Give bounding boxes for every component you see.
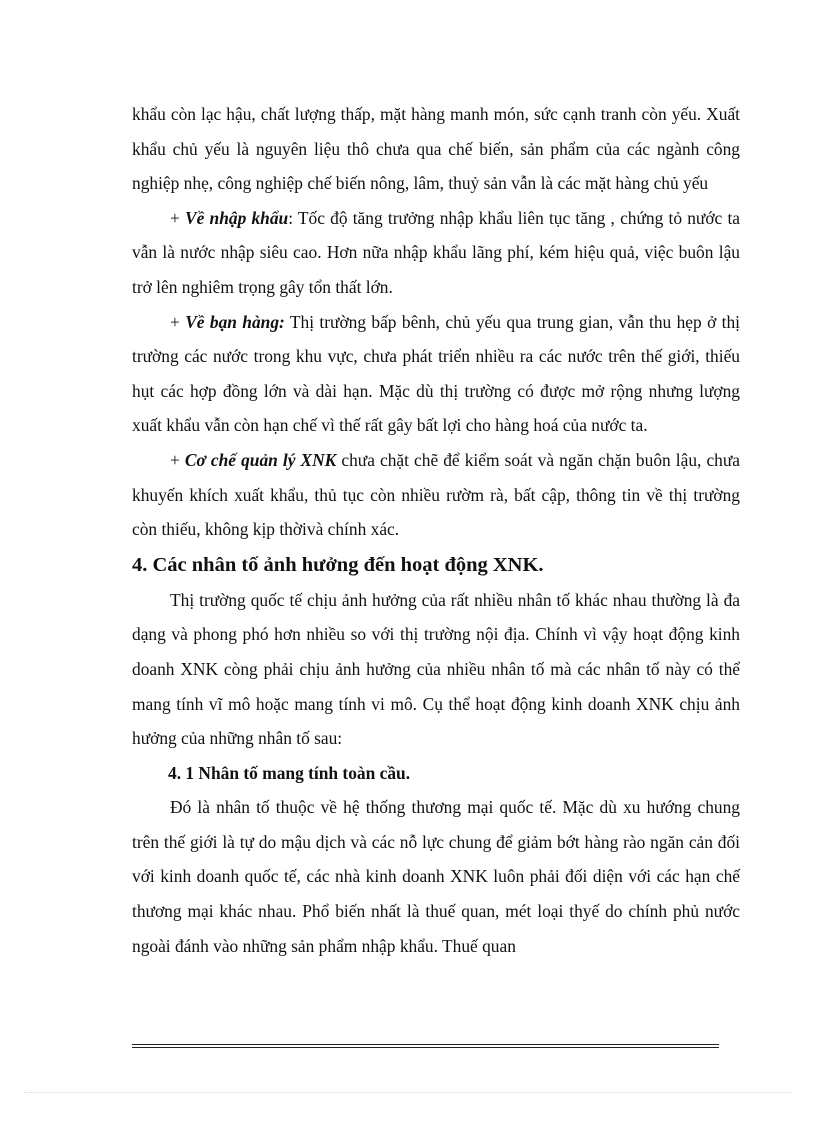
paragraph-partners-text: Thị trường bấp bênh, chủ yếu qua trung gian, vẫn thu hẹp ở thị trường các nước trong khu vực, chưa phát triển nhiều ra các nước trên thế giới, thiếu hụt các hợp đồng lớn và dài hạn. Mặc dù thị trường có được mở rộng nhưng lượng xuất khẩu vẫn còn hạn chế vì thế rất gây bất lợi cho hàng hoá của nước ta. bbox=[132, 311, 740, 436]
section-heading: 4. Các nhân tố ảnh hưởng đến hoạt động XNK. bbox=[132, 553, 544, 576]
inline-label-management: Cơ chế quản lý XNK bbox=[184, 449, 337, 470]
paragraph-global-factors: Đó là nhân tố thuộc về hệ thống thương mại quốc tế. Mặc dù xu hướng chung trên thế giới là tự do mậu dịch và các nỗ lực chung để giảm bớt hàng rào ngăn cản đối với kinh doanh quốc tế, các nhà kinh doanh XNK luôn phải đối diện với các hạn chế thương mại khác nhau. Phổ biến nhất là thuế quan, mét loại thyế do chính phủ nước ngoài đánh vào những sản phẩm nhập khẩu. Thuế quan bbox=[132, 797, 740, 956]
bullet-prefix: + bbox=[170, 311, 186, 332]
paragraph-management bbox=[132, 443, 740, 547]
paragraph-imports-text: : Tốc độ tăng trưởng nhập khẩu liên tục tăng , chứng tỏ nước ta vẫn là nước nhập siêu cao. Hơn nữa nhập khẩu lãng phí, kém hiệu quả, việc buôn lậu trở lên nghiêm trọng gây tổn thất lớn. bbox=[132, 207, 741, 297]
bullet-prefix: + bbox=[170, 449, 185, 470]
footer-rule bbox=[132, 1044, 719, 1048]
paragraph-imports bbox=[132, 201, 740, 305]
subsection-heading: 4. 1 Nhân tố mang tính toàn cầu. bbox=[168, 762, 411, 783]
document-body bbox=[132, 97, 740, 963]
paragraph-factors-intro: Thị trường quốc tế chịu ảnh hưởng của rất nhiều nhân tố khác nhau thường là đa dạng và phong phó hơn nhiều so với thị trường nội địa. Chính vì vậy hoạt động kinh doanh XNK còng phải chịu ảnh hưởng của nhiều nhân tố mà các nhân tố này có thể mang tính vĩ mô hoặc mang tính vi mô. Cụ thể hoạt động kinh doanh XNK chịu ảnh hưởng của những nhân tố sau: bbox=[132, 589, 740, 749]
bullet-prefix: + bbox=[170, 207, 186, 228]
inline-label-partners: Về bạn hàng: bbox=[185, 311, 285, 332]
page-edge-divider bbox=[24, 1092, 792, 1093]
paragraph-partners bbox=[132, 305, 740, 443]
paragraph-management-text: chưa chặt chẽ để kiểm soát và ngăn chặn buôn lậu, chưa khuyến khích xuất khẩu, thủ tục còn nhiều rườm rà, bất cập, thông tin về thị trường còn thiếu, không kịp thờivà chính xác. bbox=[132, 449, 741, 540]
paragraph-export-continuation: khẩu còn lạc hậu, chất lượng thấp, mặt hàng manh món, sức cạnh tranh còn yếu. Xuất khẩu chủ yếu là nguyên liệu thô chưa qua chế biến, sản phẩm của các ngành công nghiệp nhẹ, công nghiệp chế biến nông, lâm, thuỷ sản vẫn là các mặt hàng chủ yếu bbox=[132, 104, 740, 194]
inline-label-imports: Về nhập khẩu bbox=[185, 207, 289, 228]
